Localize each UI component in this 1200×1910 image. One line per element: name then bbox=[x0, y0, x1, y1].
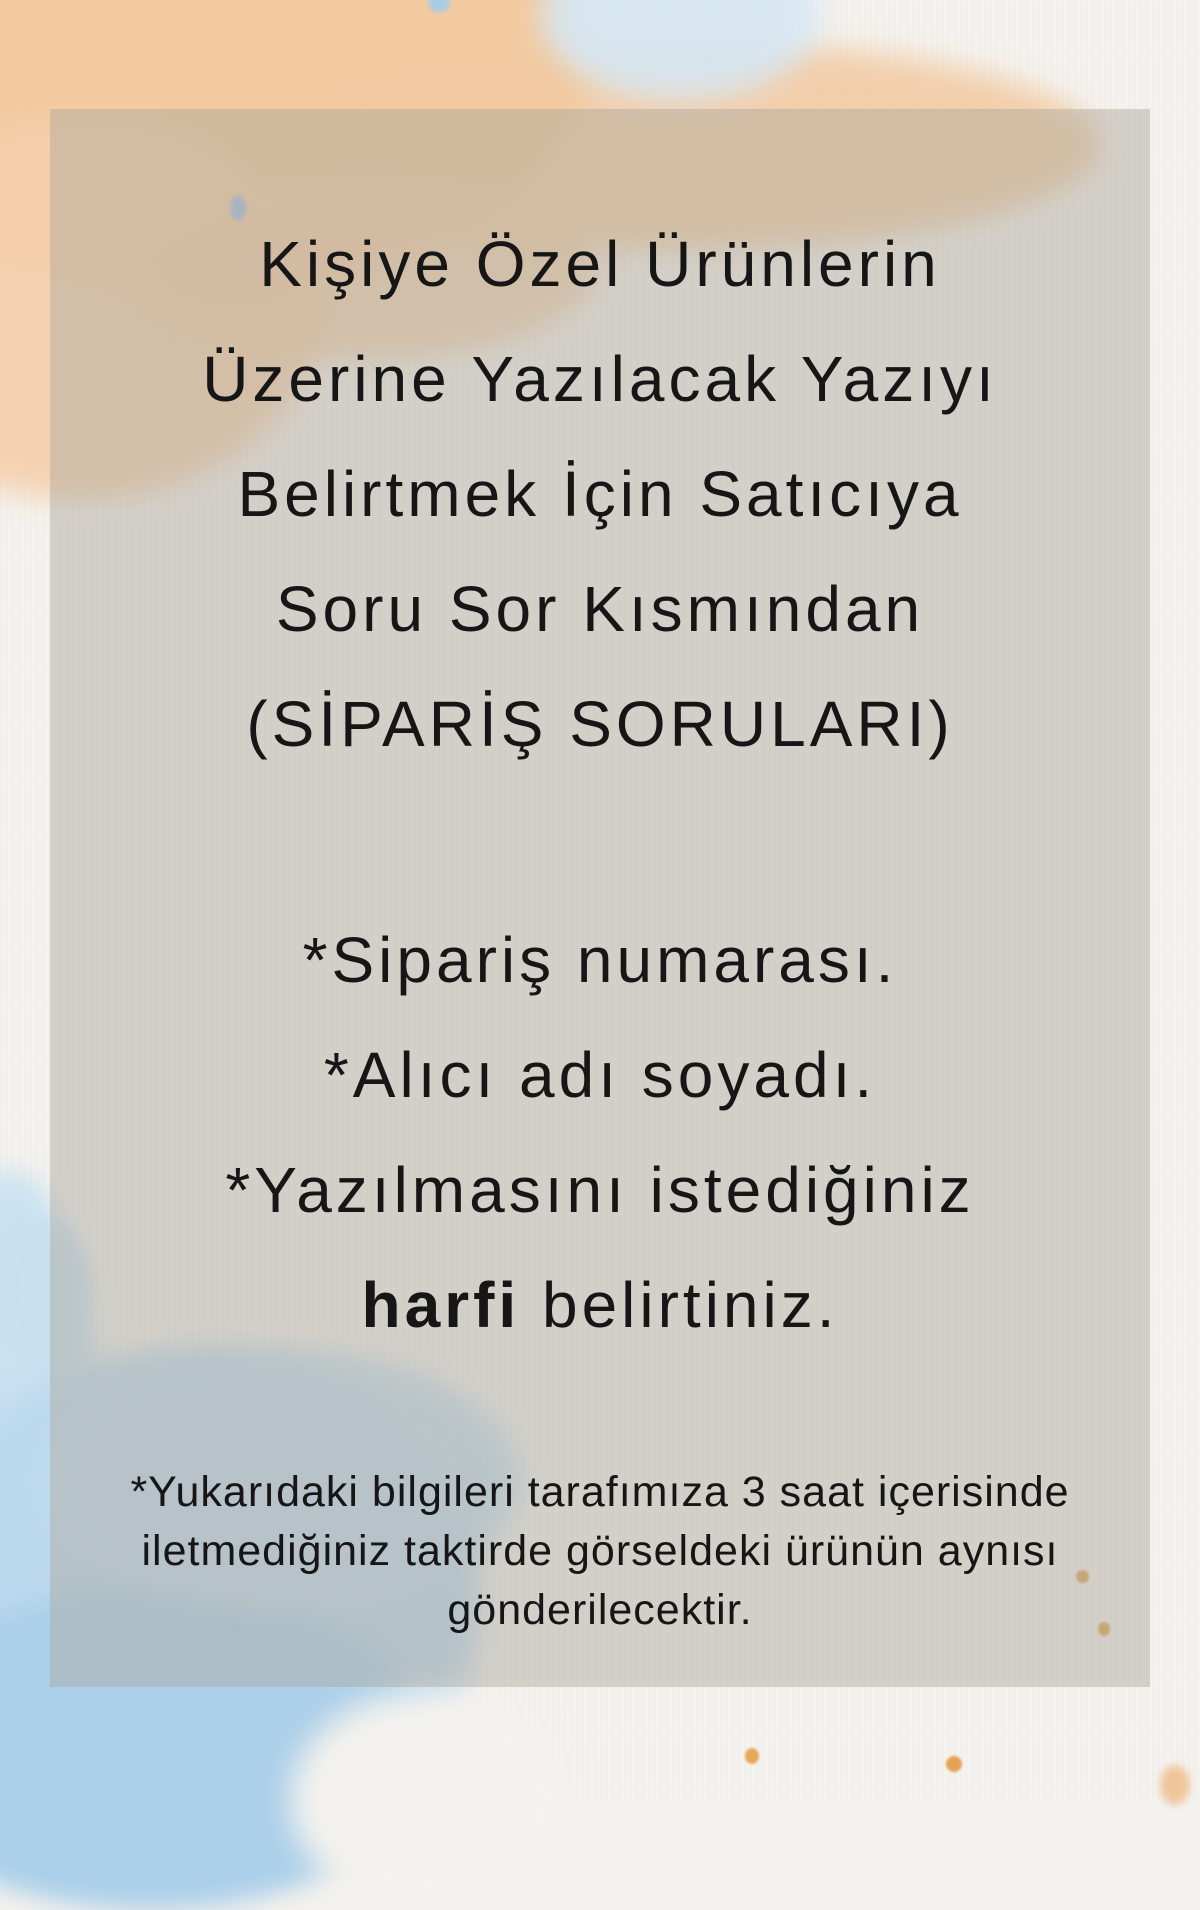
info-line-4 bbox=[50, 1248, 1150, 1363]
speckle-orange-2 bbox=[946, 1756, 962, 1772]
heading-block bbox=[50, 207, 1150, 782]
info-line-1: *Sipariş numarası. bbox=[302, 924, 898, 996]
info-bold-word: harfi bbox=[361, 1269, 521, 1341]
gray-notice-panel bbox=[50, 109, 1150, 1687]
heading-line-2: Üzerine Yazılacak Yazıyı bbox=[202, 343, 998, 415]
heading-line-4: Soru Sor Kısmından bbox=[275, 573, 925, 645]
heading-line-1: Kişiye Özel Ürünlerin bbox=[259, 228, 941, 300]
footnote-line-1: *Yukarıdaki bilgileri tarafımıza 3 saat içerisinde bbox=[130, 1468, 1070, 1516]
speckle-orange-1 bbox=[745, 1748, 759, 1764]
footnote-block bbox=[50, 1463, 1150, 1640]
paper-bite-bottom bbox=[290, 1690, 570, 1910]
heading-line-3: Belirtmek İçin Satıcıya bbox=[237, 458, 963, 530]
order-info-block bbox=[50, 903, 1150, 1363]
speckle-orange-3 bbox=[1160, 1765, 1190, 1805]
heading-line-5: (SİPARİŞ SORULARI) bbox=[246, 688, 954, 760]
footnote-line-3: gönderilecektir. bbox=[447, 1586, 753, 1634]
info-line-3: *Yazılmasını istediğiniz bbox=[225, 1154, 975, 1226]
footnote-line-2: iletmediğiniz taktirde görseldeki ürünün aynısı bbox=[141, 1527, 1059, 1575]
info-line-2: *Alıcı adı soyadı. bbox=[323, 1039, 877, 1111]
info-line-4-rest: belirtiniz. bbox=[520, 1269, 839, 1341]
